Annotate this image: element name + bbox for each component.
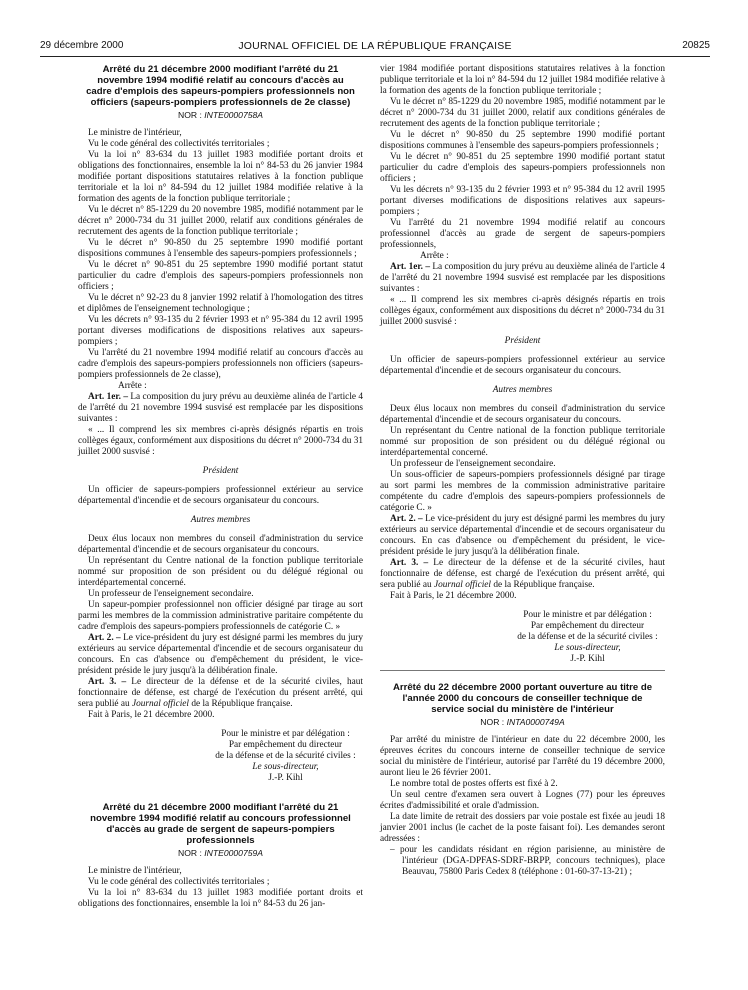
a3-paragraph: Le nombre total de postes offerts est fixé à 2. — [390, 779, 558, 789]
a1-member: Un sapeur-pompier professionnel non officier désigné par tirage au sort parmi les membres de la commission administrative paritaire compétente du cadre d'emplois des sapeurs-pompiers professionnels de catégorie C. » — [78, 600, 363, 632]
a2-signature: Par empêchement du directeur — [530, 621, 645, 631]
a3-paragraph: Un seul centre d'examen sera ouvert à Lognes (77) pour les épreuves écrites d'admissibilité et orale d'admission. — [380, 790, 665, 811]
article-3-title: Arrêté du 22 décembre 2000 portant ouverture au titre de l'année 2000 du concours de conseiller technique de service social du ministère de l'intérieur — [392, 682, 653, 715]
a1-minister: Le ministre de l'intérieur, — [88, 128, 182, 138]
a2-visa: Vu le décret n° 85-1229 du 20 novembre 1985, modifié notamment par le décret n° 2000-734 du 31 juillet 2000, relatif aux conditions générales de recrutement des agents de la fonction publique territoriale ; — [380, 97, 665, 129]
a2-visa-cont: vier 1984 modifiée portant dispositions statutaires relatives à la fonction publique territoriale et la loi n° 84-594 du 12 juillet 1984 modifiée relative à la formation des agents de la fonction publique territoriale ; — [380, 64, 665, 96]
a1-signature: Le sous-directeur, — [252, 762, 319, 772]
left-column — [78, 64, 363, 910]
a1-article-3: Art. 3. – Le directeur de la défense et de la sécurité civiles, haut fonctionnaire de défense, est chargé de l'exécution du présent arrêté, qui sera publié au Journal officiel de la République française. — [78, 677, 364, 709]
a2-visa: Vu le décret n° 90-850 du 25 septembre 1990 modifié portant dispositions communes à l'ensemble des sapeurs-pompiers professionnels ; — [380, 130, 665, 151]
a2-member: Un sous-officier de sapeurs-pompiers professionnels désigné par tirage au sort parmi les membres de la commission administrative paritaire compétente du cadre d'emplois des sapeurs-pompiers professionnels de catégorie C. » — [380, 470, 665, 513]
a1-quote: « ... Il comprend les six membres ci-après désignés répartis en trois collèges égaux, conformément aux dispositions du décret n° 2000-734 du 31 juillet 2000 susvisé : — [78, 425, 363, 457]
a2-members-heading: Autres membres — [492, 385, 553, 395]
a1-visa: Vu l'arrêté du 21 novembre 1994 modifié relatif au concours d'accès au cadre d'emplois des sapeurs-pompiers professionnels non officiers (sapeurs-pompiers professionnels de 2e classe), — [78, 348, 363, 380]
a2-minister: Le ministre de l'intérieur, — [88, 866, 182, 876]
a2-visa: Vu le décret n° 90-851 du 25 septembre 1990 modifié portant statut particulier du cadre d'emplois des sapeurs-pompiers professionnels non officiers ; — [380, 152, 665, 184]
a2-signature: de la défense et de la sécurité civiles : — [517, 632, 658, 642]
a2-visa: Vu l'arrêté du 21 novembre 1994 modifié relatif au concours professionnel d'accès au grade de sergent de sapeurs-pompiers professionnels, — [380, 218, 665, 250]
article-1-nor: NOR : INTE0000758A — [177, 110, 264, 120]
a2-member: Deux élus locaux non membres du conseil d'administration du service départemental d'incendie et de secours organisateur du concours. — [380, 404, 665, 425]
a1-visa: Vu le décret n° 90-851 du 25 septembre 1990 modifié portant statut particulier du cadre d'emplois des sapeurs-pompiers professionnels non officiers ; — [78, 260, 363, 292]
a2-member: Un professeur de l'enseignement secondaire. — [390, 459, 556, 469]
article-3-nor: NOR : INTA0000749A — [480, 717, 565, 727]
a2-article-2: Art. 2. – Le vice-président du jury est désigné parmi les membres du jury extérieurs au service départemental d'incendie et de secours organisateur du concours. En cas d'absence ou d'empêchement du président, le vice-président préside le jury jusqu'à la délibération finale. — [380, 514, 665, 557]
a1-signature: Pour le ministre et par délégation : — [221, 729, 350, 739]
a2-visa: Vu la loi n° 83-634 du 13 juillet 1983 modifiée portant droits et obligations des fonctionnaires, ensemble la loi n° 84-53 du 26 jan- — [78, 888, 363, 909]
a3-list-item: – pour les candidats résidant en région parisienne, au ministère de l'intérieur (DGA-DPFAS-SDRF-BRPP, concours techniques), place Beauvau, 75800 Paris Cedex 8 (téléphone : 01-60-37-13-21) ; — [390, 845, 665, 877]
a2-visa: Vu les décrets n° 93-135 du 2 février 1993 et n° 95-384 du 12 avril 1995 portant diverses modifications de dispositions relatives aux sapeurs-pompiers ; — [380, 185, 665, 217]
journal-title: JOURNAL OFFICIEL DE LA RÉPUBLIQUE FRANÇAISE — [238, 40, 512, 52]
a1-visa: Vu le code général des collectivités territoriales ; — [88, 139, 270, 149]
a2-visa: Vu le code général des collectivités territoriales ; — [88, 877, 270, 887]
article-2-nor: NOR : INTE0000759A — [177, 848, 264, 858]
a2-signatory: J.-P. Kihl — [570, 654, 605, 664]
article-1-title: Arrêté du 21 décembre 2000 modifiant l'arrêté du 21 novembre 1994 modifié relatif au concours d'accès au cadre d'emplois des sapeurs-pompiers professionnels non officiers (sapeurs-pompiers professionnels de 2e classe) — [86, 64, 355, 108]
a1-article-1: Art. 1er. – La composition du jury prévu au deuxième alinéa de l'article 4 de l'arrêté du 21 novembre 1994 susvisé est remplacée par les dispositions suivantes : — [78, 392, 364, 424]
section-rule — [380, 670, 665, 671]
a1-president: Un officier de sapeurs-pompiers professionnel extérieur au service départemental d'incendie et de secours organisateur du concours. — [78, 485, 363, 506]
a1-president-heading: Président — [202, 466, 239, 476]
a2-article-1: Art. 1er. – La composition du jury prévu au deuxième alinéa de l'article 4 de l'arrêté du 21 novembre 1994 susvisé est remplacée par les dispositions suivantes : — [380, 262, 666, 294]
a2-signature: Pour le ministre et par délégation : — [523, 610, 652, 620]
a2-fait: Fait à Paris, le 21 décembre 2000. — [390, 591, 517, 601]
a1-visa: Vu le décret n° 90-850 du 25 septembre 1990 modifié portant dispositions communes à l'ensemble des sapeurs-pompiers professionnels ; — [78, 238, 363, 259]
a1-visa: Vu la loi n° 83-634 du 13 juillet 1983 modifiée portant droits et obligations des fonctionnaires, ensemble la loi n° 84-53 du 26 janvier 1984 modifiée portant dispositions statutaires relatives à la fonction publique territoriale et la loi n° 84-594 du 12 juillet 1984 modifiée relative à la formation des agents de la fonction publique territoriale ; — [78, 150, 363, 204]
a2-article-3: Art. 3. – Le directeur de la défense et de la sécurité civiles, haut fonctionnaire de défense, est chargé de l'exécution du présent arrêté, qui sera publié au Journal officiel de la République française. — [380, 558, 666, 590]
header-rule — [40, 56, 710, 57]
a1-visa: Vu le décret n° 85-1229 du 20 novembre 1985, modifié notamment par le décret n° 2000-734 du 31 juillet 2000, relatif aux conditions générales de recrutement des agents de la fonction publique territoriale ; — [78, 205, 363, 237]
a1-member: Deux élus locaux non membres du conseil d'administration du service départemental d'incendie et de secours organisateur du concours. — [78, 534, 363, 555]
a2-quote: « ... Il comprend les six membres ci-après désignés répartis en trois collèges égaux, conformément aux dispositions du décret n° 2000-734 du 31 juillet 2000 susvisé : — [380, 295, 665, 327]
header-date: 29 décembre 2000 — [40, 40, 124, 51]
a2-president-heading: Président — [504, 336, 541, 346]
a2-signature: Le sous-directeur, — [554, 643, 621, 653]
a1-signature: Par empêchement du directeur — [228, 740, 343, 750]
article-2-title: Arrêté du 21 décembre 2000 modifiant l'arrêté du 21 novembre 1994 modifié relatif au concours professionnel d'accès au grade de sergent de sapeurs-pompiers professionnels — [90, 802, 351, 846]
a1-signatory: J.-P. Kihl — [268, 773, 303, 783]
a3-paragraph: Par arrêté du ministre de l'intérieur en date du 22 décembre 2000, les épreuves écrites du concours interne de conseiller technique de service social du ministère de l'intérieur, autorisé par l'arrêté du 19 décembre 2000, auront lieu le 26 février 2001. — [380, 735, 665, 778]
a1-visa: Vu les décrets n° 93-135 du 2 février 1993 et n° 95-384 du 12 avril 1995 portant diverses modifications de dispositions relatives aux sapeurs-pompiers ; — [78, 315, 363, 347]
a1-member: Un représentant du Centre national de la fonction publique territoriale nommé sur proposition de son président ou du délégué régional ou interdépartemental concerné. — [78, 556, 363, 588]
a1-members-heading: Autres membres — [190, 515, 251, 525]
a1-signature: de la défense et de la sécurité civiles : — [215, 751, 356, 761]
a3-paragraph: La date limite de retrait des dossiers par voie postale est fixée au jeudi 18 janvier 2001 inclus (le cachet de la poste faisant foi). Les demandes seront adressées : — [380, 812, 665, 844]
a1-member: Un professeur de l'enseignement secondaire. — [88, 589, 254, 599]
a1-fait: Fait à Paris, le 21 décembre 2000. — [88, 710, 215, 720]
a1-article-2: Art. 2. – Le vice-président du jury est désigné parmi les membres du jury extérieurs au service départemental d'incendie et de secours organisateur du concours. En cas d'absence ou d'empêchement du président, le vice-président préside le jury jusqu'à la délibération finale. — [78, 633, 363, 676]
a2-member: Un représentant du Centre national de la fonction publique territoriale nommé sur proposition de son président ou du délégué régional ou interdépartemental concerné. — [380, 426, 665, 458]
a2-arrete: Arrête : — [420, 251, 449, 261]
a2-president: Un officier de sapeurs-pompiers professionnel extérieur au service départemental d'incendie et de secours organisateur du concours. — [380, 355, 665, 376]
page-header — [40, 40, 710, 54]
page-number: 20825 — [682, 40, 710, 51]
a1-arrete: Arrête : — [118, 381, 147, 391]
a1-visa: Vu le décret n° 92-23 du 8 janvier 1992 relatif à l'homologation des titres et diplômes de l'enseignement technologique ; — [78, 293, 363, 314]
right-column — [380, 64, 665, 878]
